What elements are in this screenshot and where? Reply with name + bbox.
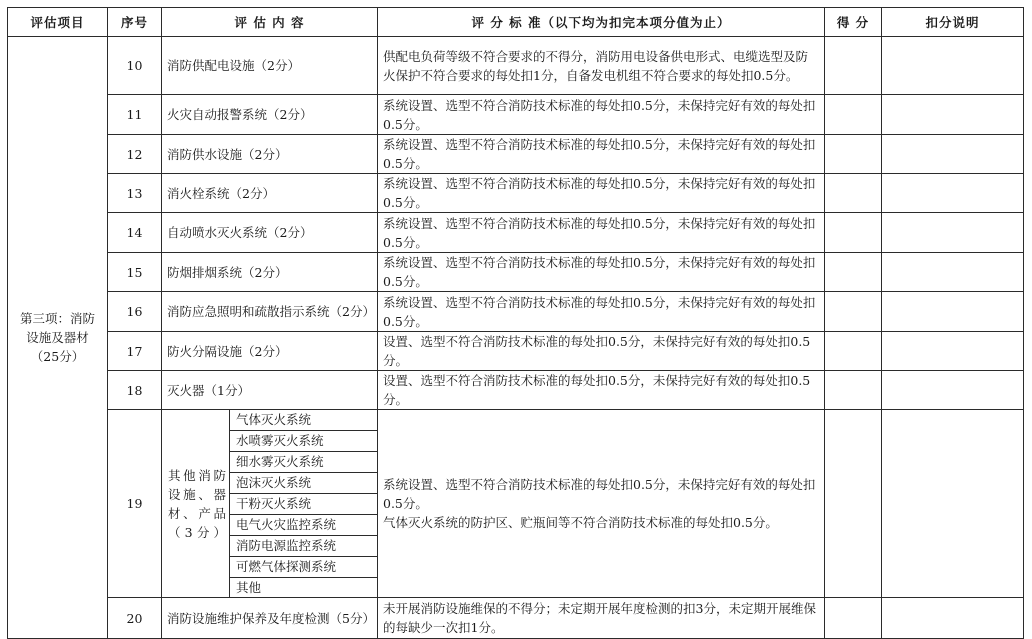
row-number: 12 — [108, 135, 162, 174]
table-row — [8, 135, 1024, 174]
list-item: 其他 — [236, 580, 262, 595]
row-standard: 系统设置、选型不符合消防技术标准的每处扣0.5分，未保持完好有效的每处扣0.5分。 — [378, 174, 825, 213]
row-standard: 系统设置、选型不符合消防技术标准的每处扣0.5分，未保持完好有效的每处扣0.5分。 — [378, 253, 825, 292]
list-item: 消防电源监控系统 — [230, 536, 377, 557]
score-cell[interactable] — [825, 174, 882, 213]
row-number: 16 — [108, 292, 162, 332]
deduction-note-cell[interactable] — [882, 332, 1024, 371]
score-cell[interactable] — [825, 410, 882, 598]
row-standard: 系统设置、选型不符合消防技术标准的每处扣0.5分，未保持完好有效的每处扣0.5分。 — [378, 213, 825, 253]
row-number: 17 — [108, 332, 162, 371]
row-content: 灭火器（1分） — [162, 371, 378, 410]
deduction-note-cell[interactable] — [882, 174, 1024, 213]
deduction-note-cell[interactable] — [882, 253, 1024, 292]
row-standard-part2: 气体灭火系统的防护区、贮瓶间等不符合消防技术标准的每处扣0.5分。 — [383, 515, 778, 530]
table-row — [8, 95, 1024, 135]
row-content: 防火分隔设施（2分） — [162, 332, 378, 371]
table-row — [8, 598, 1024, 639]
row-number: 10 — [108, 37, 162, 95]
row-content: 消防供水设施（2分） — [162, 135, 378, 174]
score-cell[interactable] — [825, 598, 882, 639]
score-cell[interactable] — [825, 95, 882, 135]
row-content: 火灾自动报警系统（2分） — [162, 95, 378, 135]
category-label: 第三项：消防设施及器材（25分） — [19, 311, 95, 364]
deduction-note-cell[interactable] — [882, 292, 1024, 332]
row-content: 消防设施维护保养及年度检测（5分） — [162, 598, 378, 639]
score-cell[interactable] — [825, 253, 882, 292]
table-row — [8, 332, 1024, 371]
table-row — [8, 213, 1024, 253]
evaluation-table — [7, 7, 1024, 639]
row-number: 14 — [108, 213, 162, 253]
row-standard: 系统设置、选型不符合消防技术标准的每处扣0.5分，未保持完好有效的每处扣0.5分。 — [378, 135, 825, 174]
table-row — [8, 37, 1024, 95]
row-number: 19 — [108, 410, 162, 598]
row-content: 消防应急照明和疏散指示系统（2分） — [162, 292, 378, 332]
list-item: 干粉灭火系统 — [230, 494, 377, 515]
deduction-note-cell[interactable] — [882, 410, 1024, 598]
header-deduction: 扣分说明 — [882, 8, 1024, 37]
row-number: 11 — [108, 95, 162, 135]
list-item: 泡沫灭火系统 — [230, 473, 377, 494]
row-number: 15 — [108, 253, 162, 292]
row-standard: 供配电负荷等级不符合要求的不得分，消防用电设备供电形式、电缆选型及防火保护不符合要求的每处扣1分，自备发电机组不符合要求的每处扣0.5分。 — [378, 37, 825, 95]
list-item: 细水雾灭火系统 — [230, 452, 377, 473]
other-facilities-label: 其他消防设施、器材、产品（3分） — [162, 410, 230, 597]
other-facilities-list — [230, 410, 377, 597]
list-item: 水喷雾灭火系统 — [230, 431, 377, 452]
table-row — [8, 253, 1024, 292]
other-facilities-cell — [162, 410, 378, 598]
row-number: 13 — [108, 174, 162, 213]
score-cell[interactable] — [825, 292, 882, 332]
score-cell[interactable] — [825, 371, 882, 410]
deduction-note-cell[interactable] — [882, 213, 1024, 253]
table-row — [8, 174, 1024, 213]
deduction-note-cell[interactable] — [882, 135, 1024, 174]
row-standard-part1: 系统设置、选型不符合消防技术标准的每处扣0.5分，未保持完好有效的每处扣0.5分。 — [383, 477, 816, 511]
row-standard: 系统设置、选型不符合消防技术标准的每处扣0.5分，未保持完好有效的每处扣0.5分。 — [378, 292, 825, 332]
score-cell[interactable] — [825, 37, 882, 95]
row-standard: 设置、选型不符合消防技术标准的每处扣0.5分，未保持完好有效的每处扣0.5分。 — [378, 332, 825, 371]
row-content: 消火栓系统（2分） — [162, 174, 378, 213]
row-number: 20 — [108, 598, 162, 639]
score-cell[interactable] — [825, 135, 882, 174]
list-item: 气体灭火系统 — [230, 410, 377, 431]
list-item: 可燃气体探测系统 — [230, 557, 377, 578]
deduction-note-cell[interactable] — [882, 95, 1024, 135]
category-cell — [8, 37, 108, 639]
header-category: 评估项目 — [8, 8, 108, 37]
row-standard: 未开展消防设施维保的不得分；未定期开展年度检测的扣3分，未定期开展维保的每缺少一次扣1分。 — [378, 598, 825, 639]
score-cell[interactable] — [825, 213, 882, 253]
row-standard: 设置、选型不符合消防技术标准的每处扣0.5分，未保持完好有效的每处扣0.5分。 — [378, 371, 825, 410]
row-standard — [378, 410, 825, 598]
deduction-note-cell[interactable] — [882, 598, 1024, 639]
deduction-note-cell[interactable] — [882, 371, 1024, 410]
header-no: 序号 — [108, 8, 162, 37]
table-row — [8, 410, 1024, 598]
row-content: 消防供配电设施（2分） — [162, 37, 378, 95]
table-header-row — [8, 8, 1024, 37]
header-score: 得 分 — [825, 8, 882, 37]
header-standard: 评 分 标 准（以下均为扣完本项分值为止） — [378, 8, 825, 37]
row-content: 防烟排烟系统（2分） — [162, 253, 378, 292]
table-row — [8, 292, 1024, 332]
row-number: 18 — [108, 371, 162, 410]
table-row — [8, 371, 1024, 410]
row-standard: 系统设置、选型不符合消防技术标准的每处扣0.5分，未保持完好有效的每处扣0.5分。 — [378, 95, 825, 135]
row-content: 自动喷水灭火系统（2分） — [162, 213, 378, 253]
header-content: 评 估 内 容 — [162, 8, 378, 37]
deduction-note-cell[interactable] — [882, 37, 1024, 95]
list-item: 电气火灾监控系统 — [230, 515, 377, 536]
score-cell[interactable] — [825, 332, 882, 371]
